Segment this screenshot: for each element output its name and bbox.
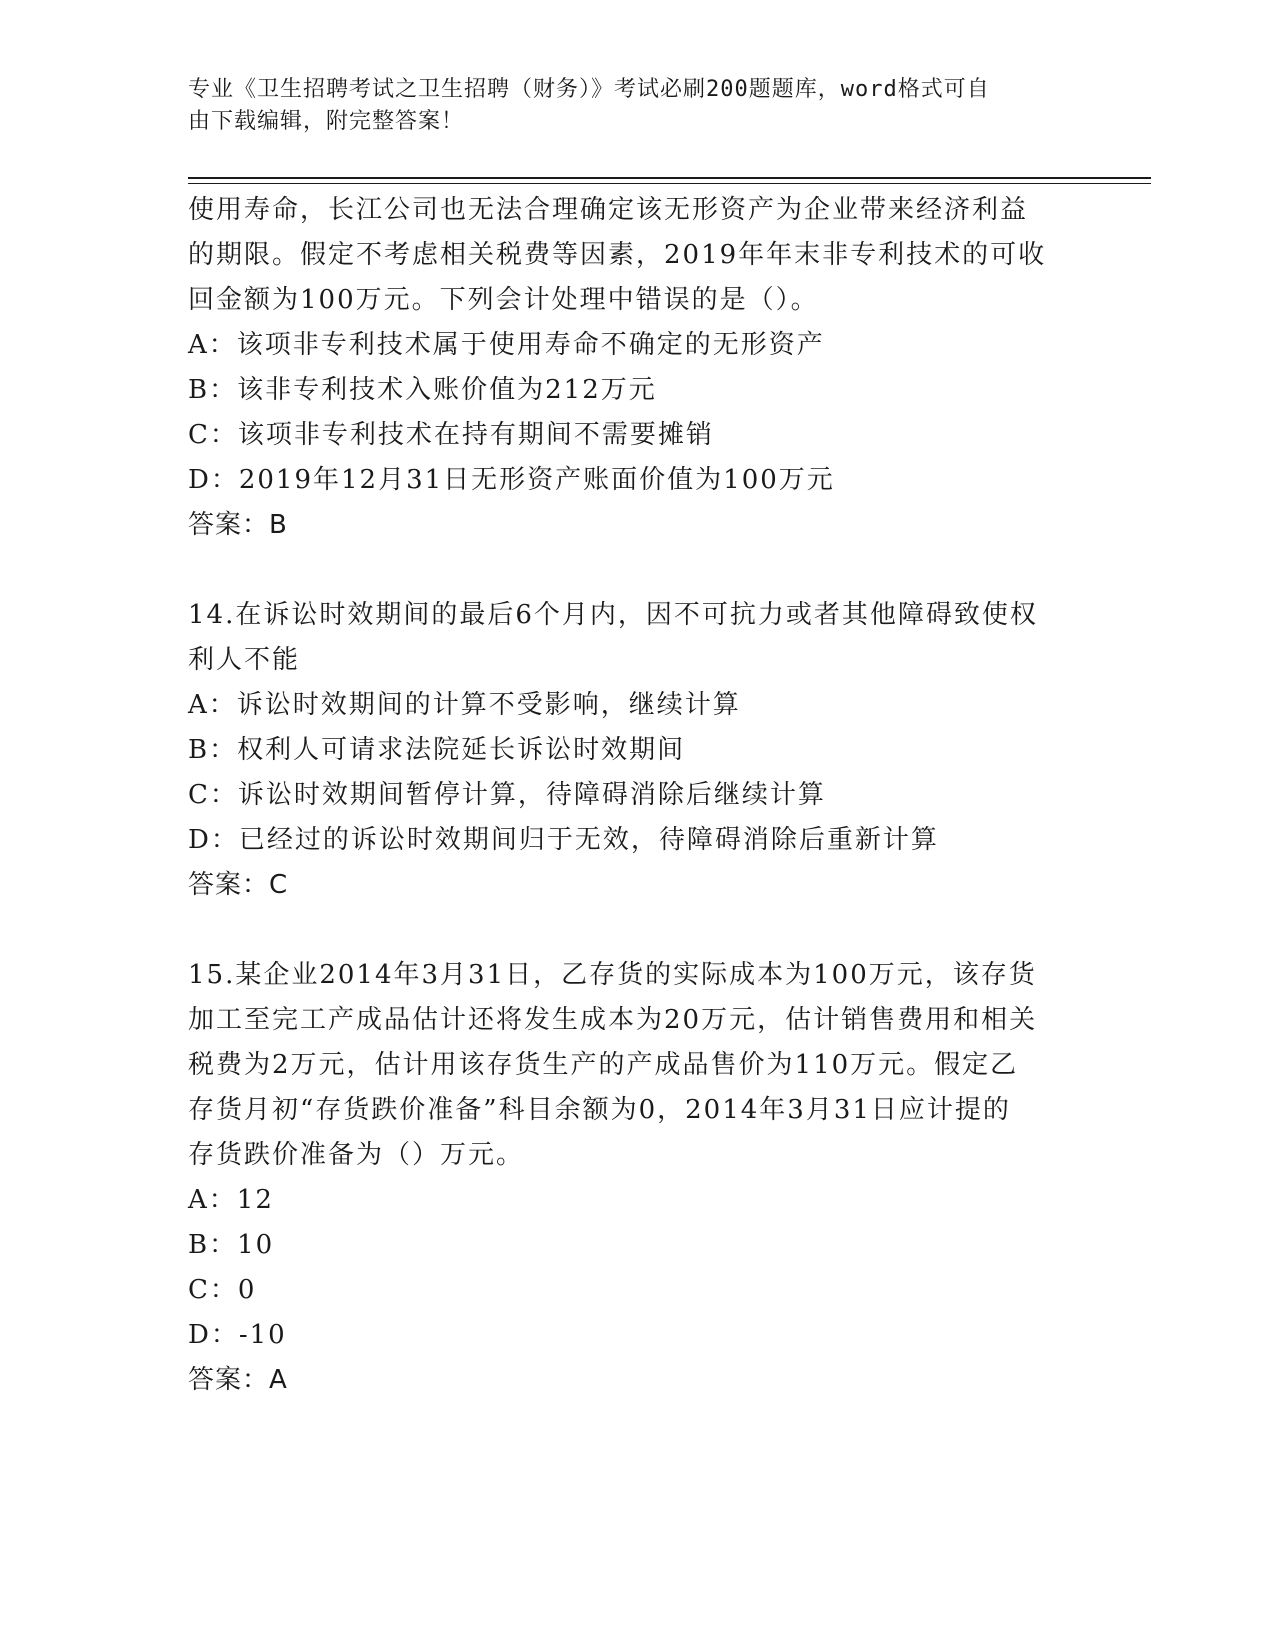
header-divider-thin xyxy=(188,183,1151,184)
option-c: C：0 xyxy=(188,1275,257,1305)
option-c: C：诉讼时效期间暂停计算，待障碍消除后继续计算 xyxy=(188,780,826,810)
option-b: B：该非专利技术入账价值为212万元 xyxy=(188,375,657,405)
question-stem-line: 加工至完工产成品估计还将发生成本为20万元，估计销售费用和相关 xyxy=(188,1005,1038,1035)
question-stem-line: 14.在诉讼时效期间的最后6个月内，因不可抗力或者其他障碍致使权 xyxy=(188,600,1038,630)
answer-label: 答案：A xyxy=(188,1365,288,1395)
question-stem-line: 的期限。假定不考虑相关税费等因素，2019年年末非专利技术的可收 xyxy=(188,240,1047,270)
question-stem-line: 使用寿命，长江公司也无法合理确定该无形资产为企业带来经济利益 xyxy=(188,195,1029,225)
header-line-1: 专业《卫生招聘考试之卫生招聘（财务）》考试必刷200题题库，word格式可自 xyxy=(188,77,990,102)
option-d: D：已经过的诉讼时效期间归于无效，待障碍消除后重新计算 xyxy=(188,825,939,855)
option-a: A：该项非专利技术属于使用寿命不确定的无形资产 xyxy=(188,330,825,360)
option-d: D：-10 xyxy=(188,1320,287,1350)
question-stem-line: 回金额为100万元。下列会计处理中错误的是（）。 xyxy=(188,285,819,315)
option-b: B：10 xyxy=(188,1230,275,1260)
question-15 xyxy=(188,953,1088,1403)
option-c: C：该项非专利技术在持有期间不需要摊销 xyxy=(188,420,714,450)
question-13 xyxy=(188,188,1088,548)
option-b: B：权利人可请求法院延长诉讼时效期间 xyxy=(188,735,686,765)
option-a: A：12 xyxy=(188,1185,274,1215)
option-a: A：诉讼时效期间的计算不受影响，继续计算 xyxy=(188,690,741,720)
document-header xyxy=(188,74,1068,138)
question-14 xyxy=(188,593,1088,908)
answer-label: 答案：C xyxy=(188,870,289,900)
option-d: D：2019年12月31日无形资产账面价值为100万元 xyxy=(188,465,835,495)
spacer xyxy=(188,548,1088,593)
answer-label: 答案：B xyxy=(188,510,288,540)
question-stem-line: 存货跌价准备为（）万元。 xyxy=(188,1140,525,1170)
document-body xyxy=(188,188,1088,1403)
header-divider-thick xyxy=(188,177,1151,179)
question-stem-line: 存货月初“存货跌价准备”科目余额为0，2014年3月31日应计提的 xyxy=(188,1095,1011,1125)
header-line-2: 由下载编辑，附完整答案！ xyxy=(188,109,465,134)
question-stem-line: 15.某企业2014年3月31日，乙存货的实际成本为100万元，该存货 xyxy=(188,960,1037,990)
question-stem-line: 利人不能 xyxy=(188,645,301,675)
question-stem-line: 税费为2万元，估计用该存货生产的产成品售价为110万元。假定乙 xyxy=(188,1050,1019,1080)
spacer xyxy=(188,908,1088,953)
